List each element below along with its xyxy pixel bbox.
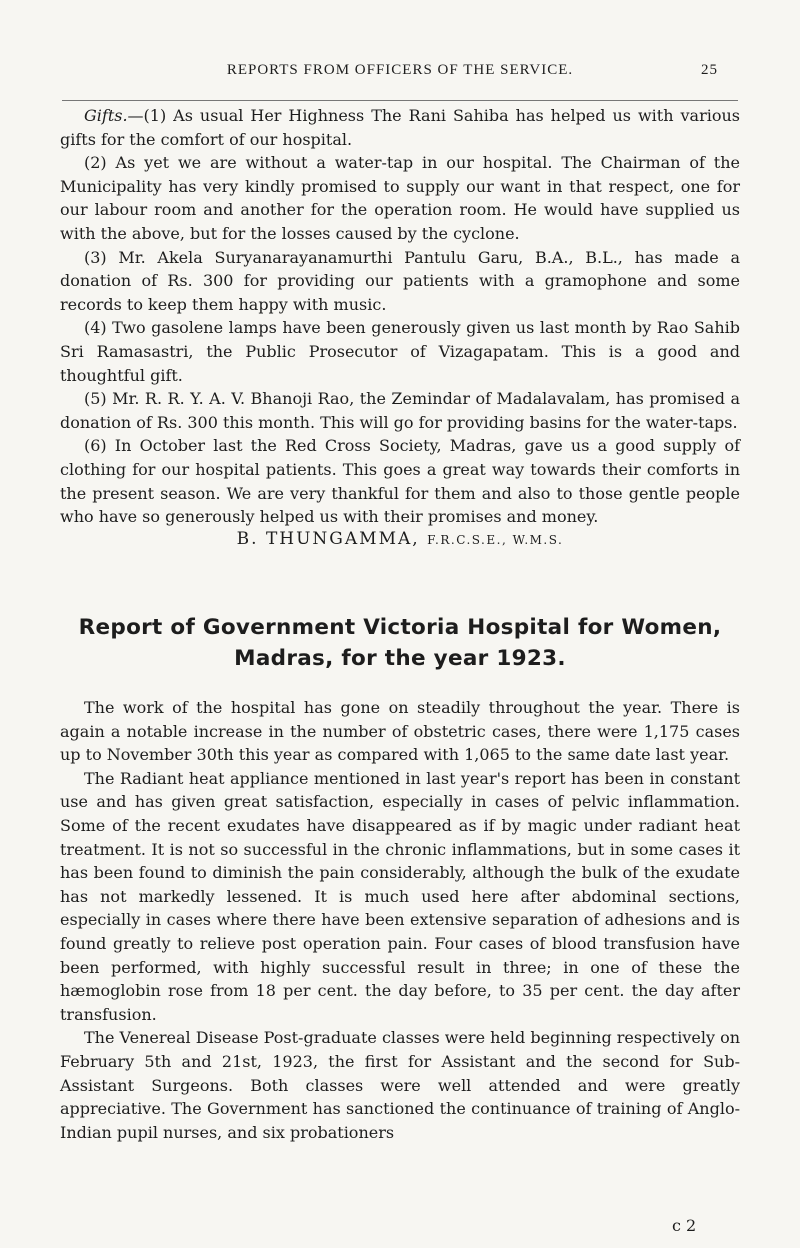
header-rule xyxy=(62,100,738,101)
gifts-heading: Gifts. xyxy=(84,106,128,125)
report-paragraph-3: The Venereal Disease Post-graduate classes were held beginning respectively on February 5th and 21st, 1923, the first for Assistant and the second for Sub-Assistant Surgeons. Both classes were well attended and were greatly appreciative. The Government has sanctioned the continuance of training of Anglo-Indian pupil nurses, and six probationers xyxy=(60,1028,740,1142)
page-number: 25 xyxy=(701,62,718,78)
gift-paragraph-2: (2) As yet we are without a water-tap in our hospital. The Chairman of the Municipality has very kindly promised to supply our want in that respect, one for our labour room and another for the operation room. He would have supplied us with the above, but for the losses caused by the cyclone. xyxy=(60,153,740,243)
gift-paragraph-1 xyxy=(60,104,740,151)
gift-paragraph-4: (4) Two gasolene lamps have been generously given us last month by Rao Sahib Sri Ramasastri, the Public Prosecutor of Vizagapatam. This is a good and thoughtful gift. xyxy=(60,318,740,385)
report-title xyxy=(60,612,740,674)
running-title: REPORTS FROM OFFICERS OF THE SERVICE. xyxy=(226,62,574,78)
gift-paragraph-6: (6) In October last the Red Cross Society, Madras, gave us a good supply of clothing for our hospital patients. This goes a great way towards their comforts in the present season. We are very thankful for them and also to those gentle people who have so generously helped us with their promises and money. xyxy=(60,436,740,527)
signature xyxy=(60,529,740,549)
signature-qualifications: F.R.C.S.E., W.M.S. xyxy=(427,533,564,547)
gift-paragraph-5: (5) Mr. R. R. Y. A. V. Bhanoji Rao, the Zemindar of Madalavalam, has promised a donation of Rs. 300 this month. This will go for providing basins for the water-taps. xyxy=(60,389,740,432)
report-paragraph-1: The work of the hospital has gone on steadily throughout the year. There is again a notable increase in the number of obstetric cases, there were 1,175 cases up to November 30th this year as compared with 1,065 to the same date last year. xyxy=(60,698,740,765)
report-title-line-2: Madras, for the year 1923. xyxy=(234,646,566,671)
gift-paragraph-3: (3) Mr. Akela Suryanarayanamurthi Pantulu Garu, B.A., B.L., has made a donation of Rs. 300 for providing our patients with a gramophone and some records to keep them happy with music. xyxy=(60,247,740,314)
page-header xyxy=(0,62,800,86)
gift-item-1: —(1) As usual Her Highness The Rani Sahiba has helped us with various gifts for the comfort of our hospital. xyxy=(60,106,740,149)
signature-name: B. THUNGAMMA, xyxy=(236,529,420,549)
gifts-section xyxy=(60,104,740,529)
report-title-line-1: Report of Government Victoria Hospital for Women, xyxy=(78,615,722,640)
report-body xyxy=(60,696,740,1144)
signature-mark: c 2 xyxy=(672,1216,697,1235)
report-paragraph-2: The Radiant heat appliance mentioned in last year's report has been in constant use and has given great satisfaction, especially in cases of pelvic inflammation. Some of the recent exudates have disappeared as if by magic under radiant heat treatment. It is not so successful in the chronic inflammations, but in some cases it has been found to diminish the pain considerably, although the bulk of the exudate has not markedly lessened. It is much used here after abdominal sections, especially in cases where there have been extensive separation of adhesions and is found greatly to relieve post operation pain. Four cases of blood transfusion have been performed, with highly successful result in three; in one of these the hæmoglobin rose from 18 per cent. the day before, to 35 per cent. the day after transfusion. xyxy=(60,768,740,1024)
